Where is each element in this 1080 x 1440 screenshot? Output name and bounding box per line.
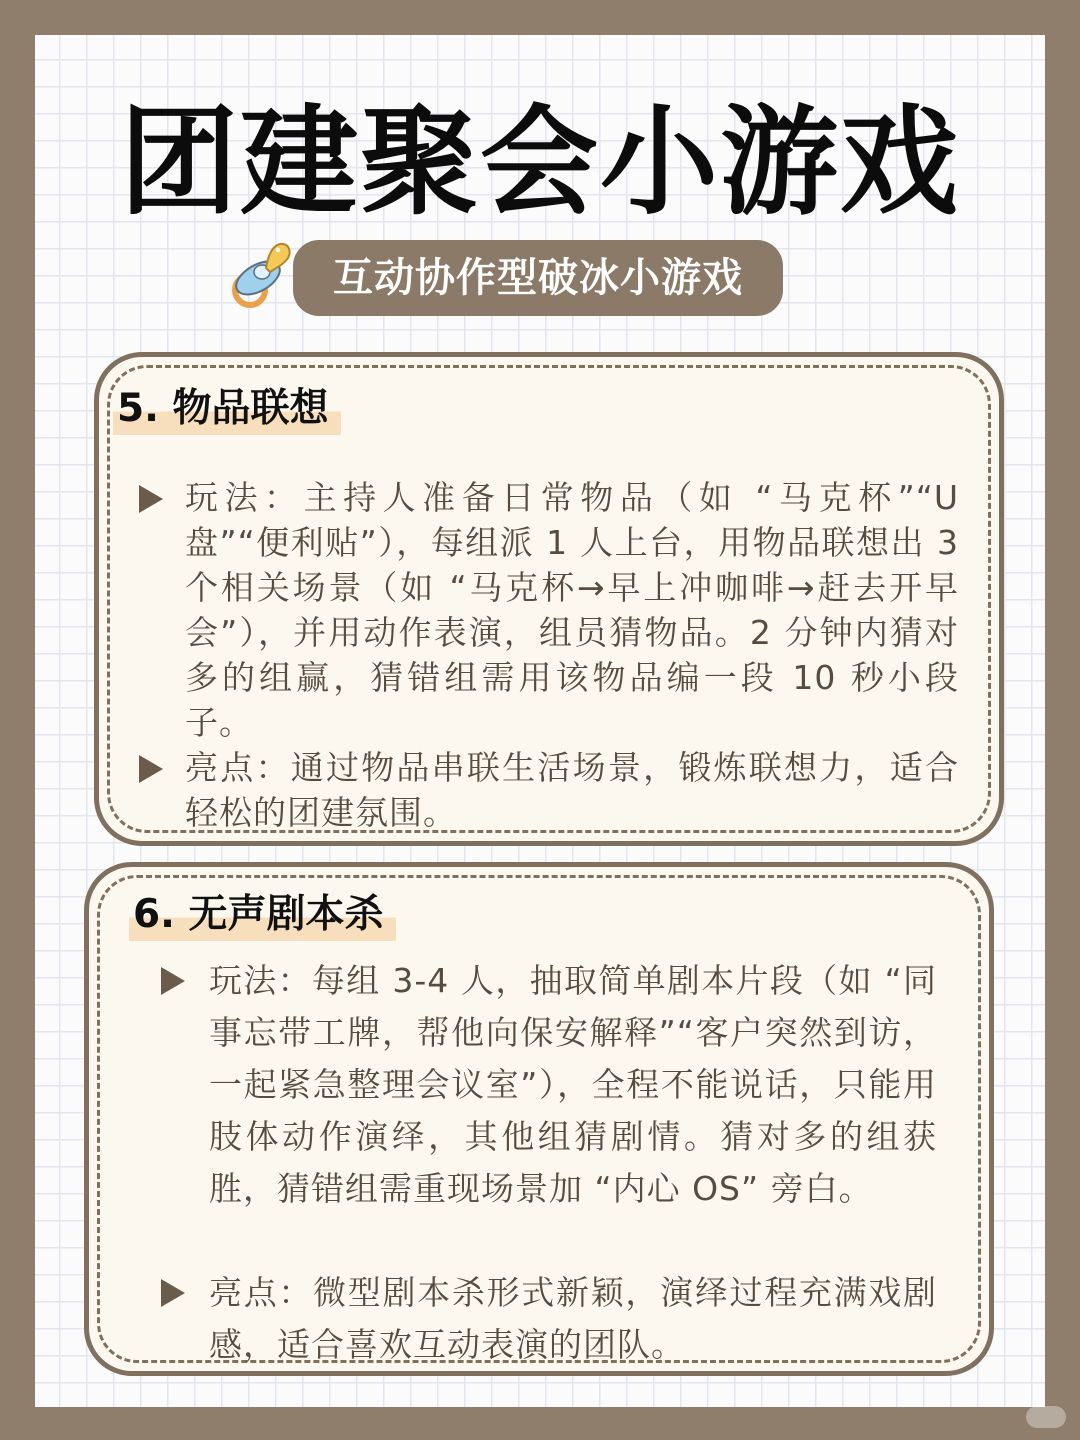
watermark-badge: [1026, 1406, 1066, 1428]
card-heading: 6. 无声剧本杀: [129, 889, 396, 941]
triangle-right-icon: [161, 1279, 185, 1307]
list-item-gameplay: [161, 955, 961, 1215]
highlight-text: 亮点：微型剧本杀形式新颖，演绎过程充满戏剧感，适合喜欢互动表演的团队。: [209, 1273, 937, 1364]
game-card-6: [84, 862, 994, 1376]
triangle-right-icon: [161, 967, 185, 995]
pacifier-icon: [222, 234, 300, 312]
page-title: 团建聚会小游戏: [119, 93, 960, 231]
list-item-highlight: [139, 745, 959, 835]
gameplay-text: 玩法：主持人准备日常物品（如 “马克杯”“U 盘”“便利贴”），每组派 1 人上台，用物品联想出 3 个相关场景（如 “马克杯→早上冲咖啡→赶去开早会”），并用动作表演，组员猜物品。2 分钟内猜对多的组赢，猜错组需用该物品编一段 10 秒小段子。: [185, 478, 959, 742]
highlight-text: 亮点：通过物品串联生活场景，锻炼联想力，适合轻松的团建氛围。: [185, 748, 959, 832]
game-card-5: [94, 352, 1004, 846]
triangle-right-icon: [139, 485, 163, 513]
list-item-gameplay: [139, 475, 959, 745]
list-item-highlight: [161, 1267, 961, 1371]
gameplay-text: 玩法：每组 3-4 人，抽取简单剧本片段（如 “同事忘带工牌，帮他向保安解释”“客户突然到访，一起紧急整理会议室”），全程不能说话，只能用肢体动作演绎，其他组猜剧情。猜对多的组获胜，猜错组需重现场景加 “内心 OS” 旁白。: [209, 961, 937, 1208]
card-heading: 5. 物品联想: [113, 383, 341, 435]
triangle-right-icon: [139, 755, 163, 783]
subtitle-pill: 互动协作型破冰小游戏: [293, 240, 783, 316]
